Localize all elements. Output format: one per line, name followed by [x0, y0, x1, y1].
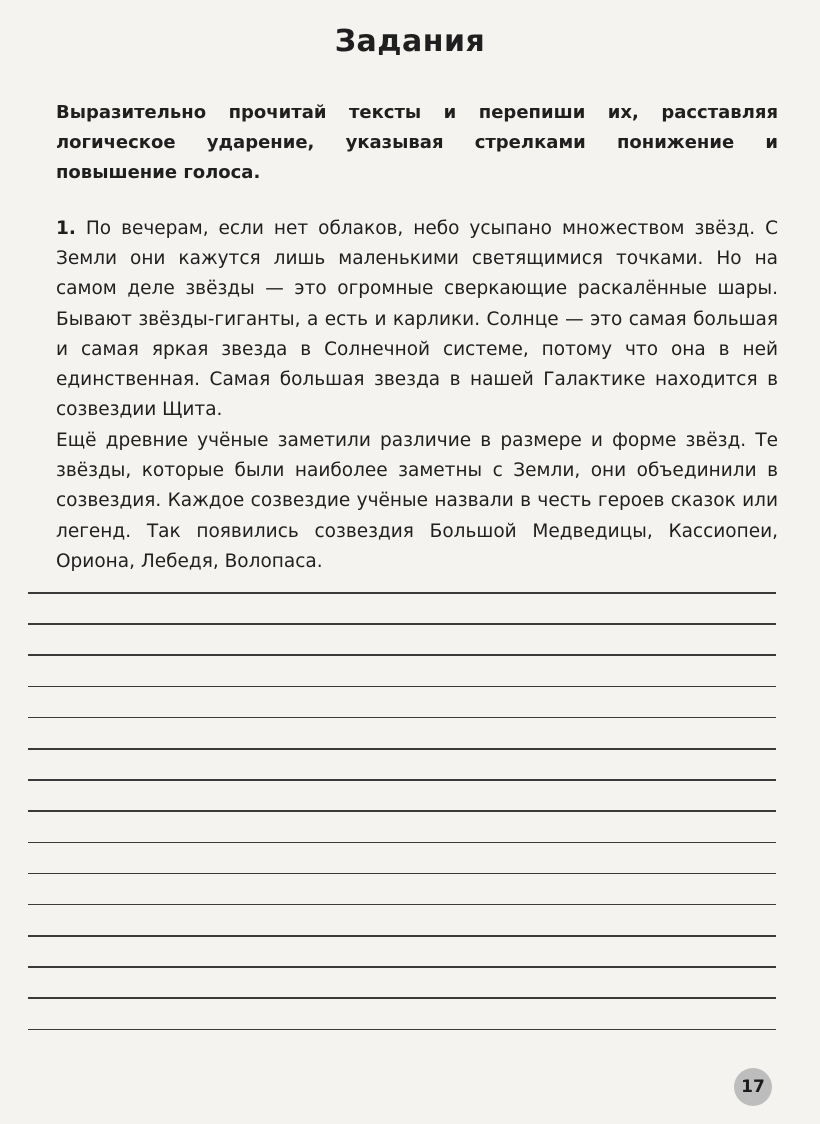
writing-line[interactable]: [28, 717, 776, 719]
page-number-badge: 17: [734, 1068, 772, 1106]
task-instruction: Выразительно прочитай тексты и перепиши их, расставляя логическое ударение, указывая стрелками понижение и повышение голоса.: [56, 102, 778, 183]
paragraph-number: 1.: [56, 218, 76, 239]
writing-line[interactable]: [28, 748, 776, 750]
writing-line[interactable]: [28, 623, 776, 625]
writing-lines: [28, 592, 776, 1060]
writing-line[interactable]: [28, 997, 776, 999]
text-paragraph-2: [56, 426, 778, 577]
text-paragraph-1: [56, 214, 778, 425]
writing-line[interactable]: [28, 904, 776, 906]
writing-line[interactable]: [28, 842, 776, 844]
writing-line[interactable]: [28, 935, 776, 937]
writing-line[interactable]: [28, 654, 776, 656]
writing-line[interactable]: [28, 592, 776, 594]
page-title: Задания: [334, 24, 486, 59]
writing-line[interactable]: [28, 810, 776, 812]
paragraph-2-body: Ещё древние учёные заметили различие в размере и форме звёзд. Те звёзды, которые были наиболее заметны с Земли, они объединили в созвездия. Каждое созвездие учёные назвали в честь героев сказок или легенд. Так появились созвездия Большой Медведицы, Кассиопеи, Ориона, Лебедя, Волопаса.: [56, 430, 778, 572]
writing-line[interactable]: [28, 873, 776, 875]
writing-line[interactable]: [28, 1029, 776, 1031]
writing-line[interactable]: [28, 779, 776, 781]
writing-line[interactable]: [28, 966, 776, 968]
paragraph-1-body: По вечерам, если нет облаков, небо усыпано множеством звёзд. С Земли они кажутся лишь маленькими светящимися точками. Но на самом деле звёзды — это огромные сверкающие раскалённые шары. Бывают звёзды-гиганты, а есть и карлики. Солнце — это самая большая и самая яркая звезда в Солнечной системе, потому что она в ней единственная. Самая большая звезда в нашей Галактике находится в созвездии Щита.: [56, 218, 778, 421]
writing-line[interactable]: [28, 686, 776, 688]
